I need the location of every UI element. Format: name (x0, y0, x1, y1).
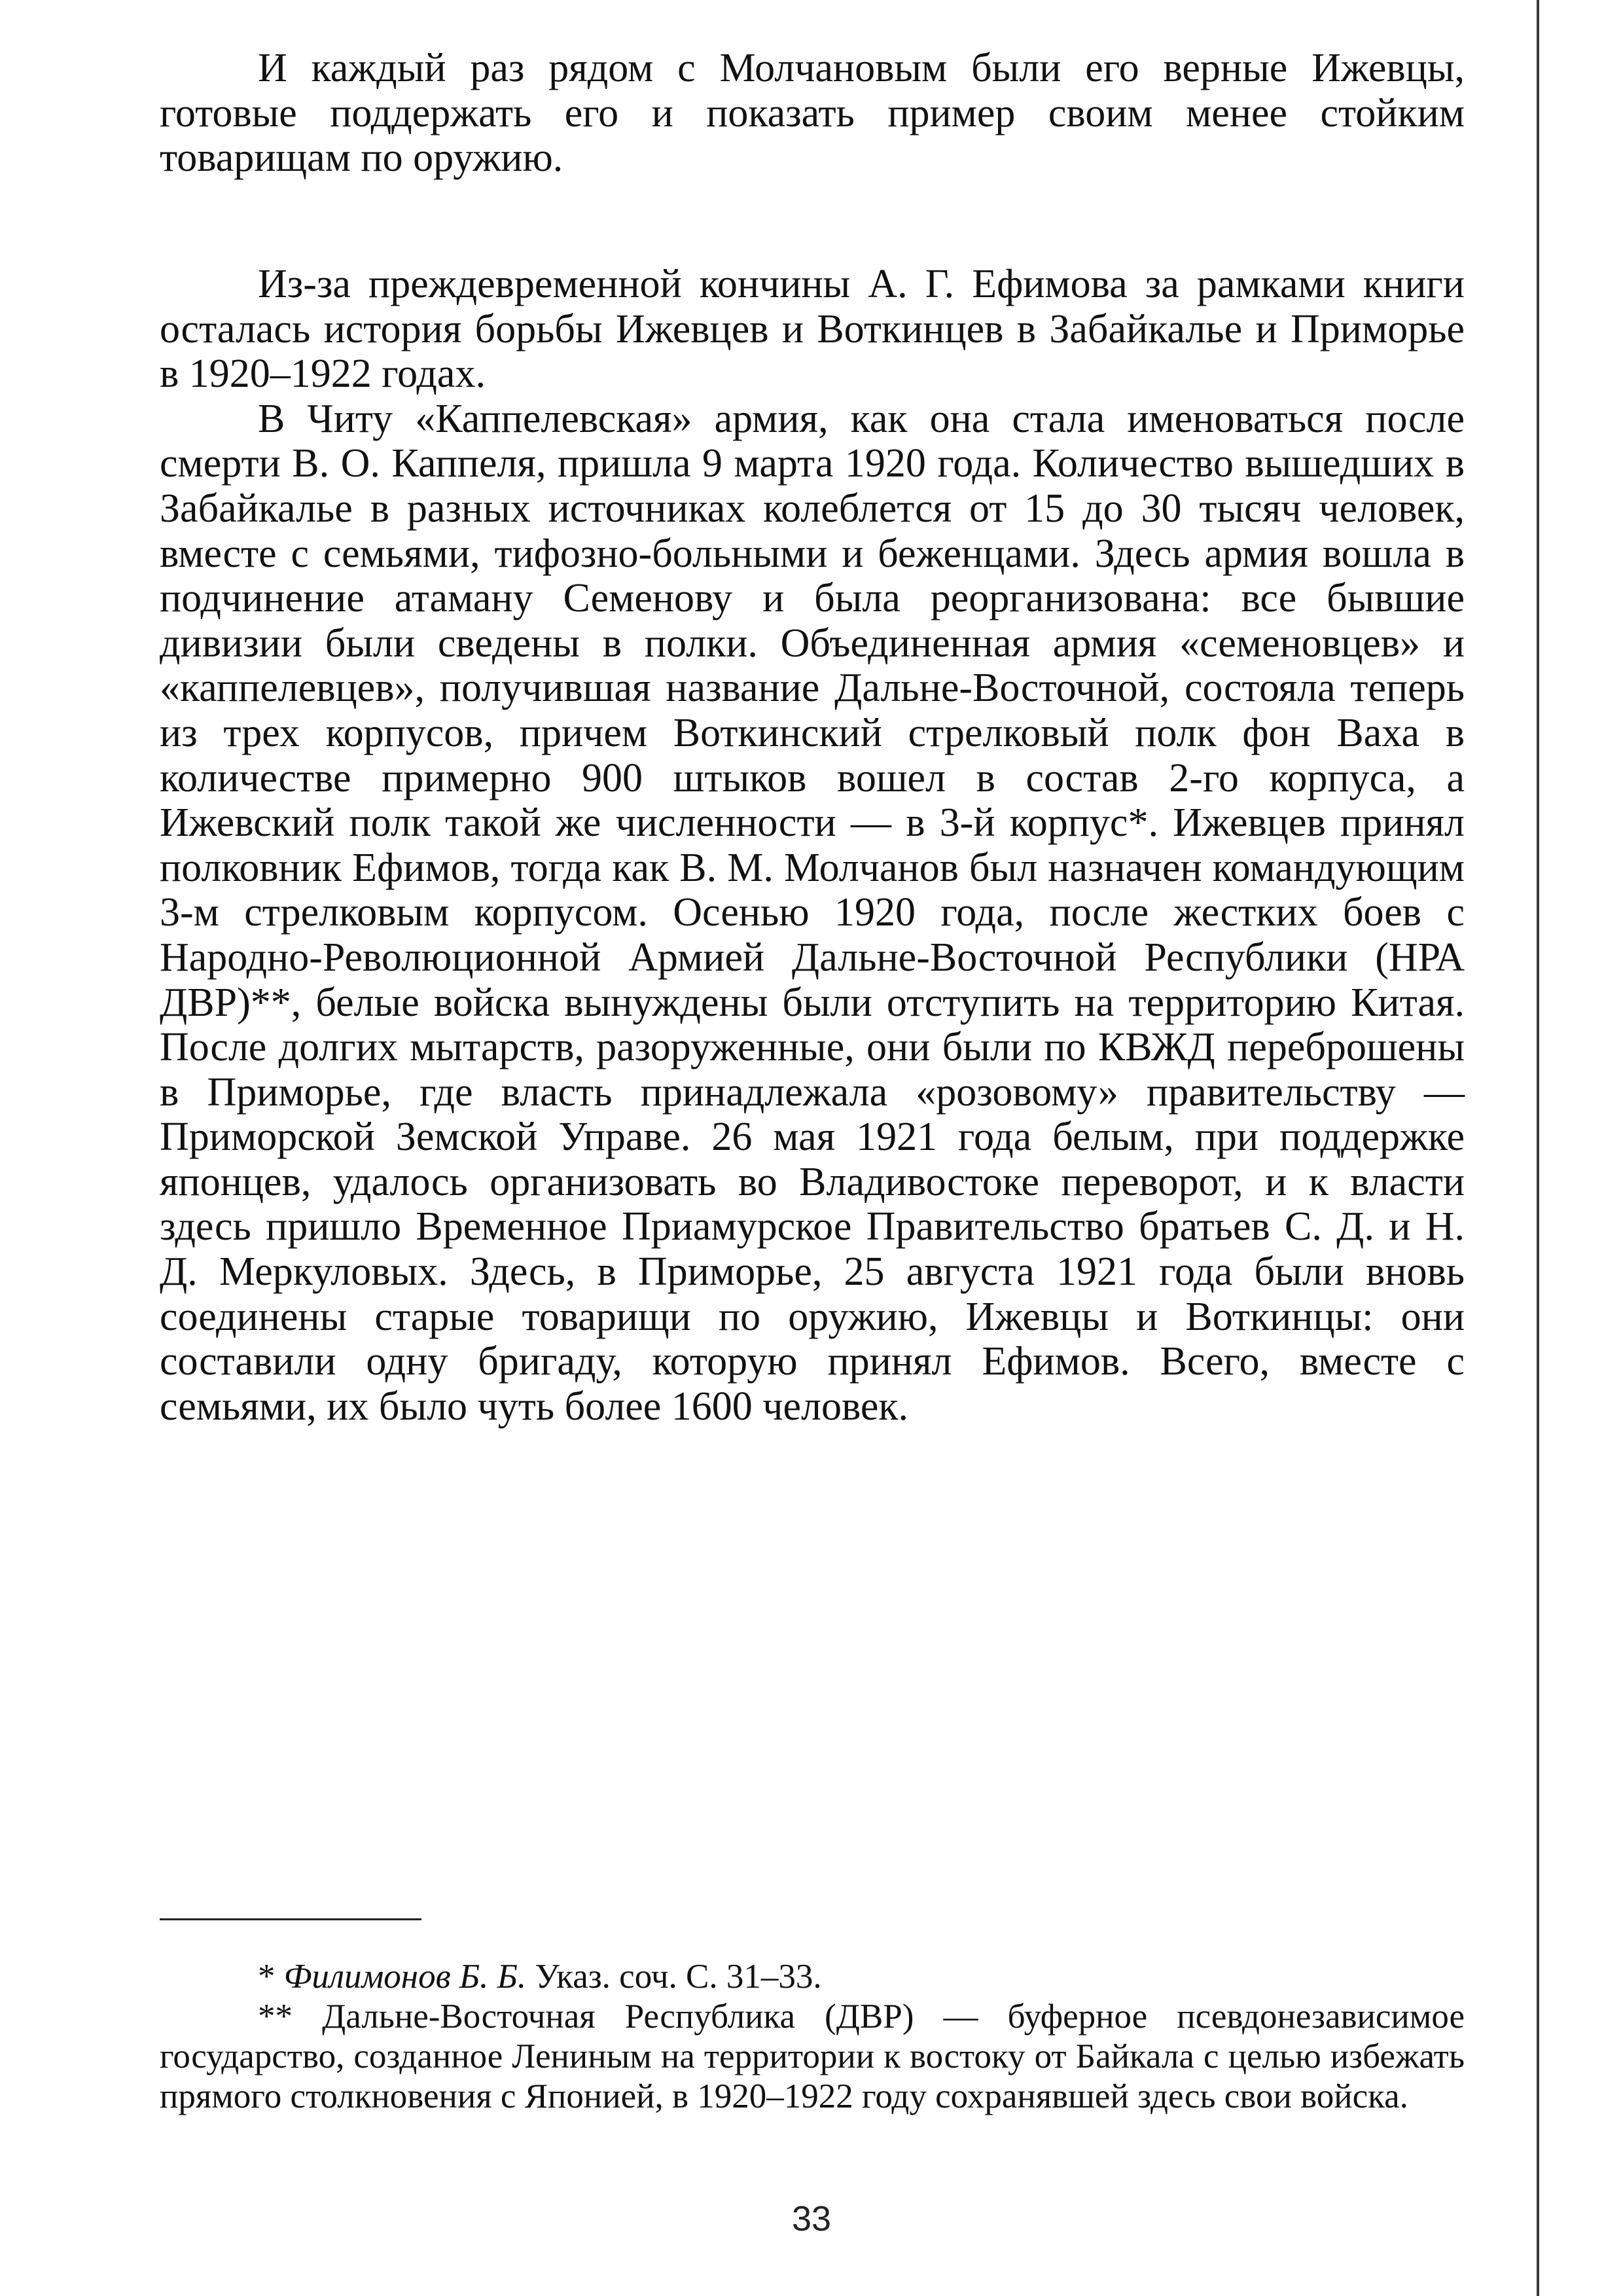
body-text-main (160, 262, 1465, 1429)
body-text-top (160, 46, 1465, 181)
footnote-2 (160, 1997, 1465, 2117)
footnote-1-marker: * (258, 1958, 276, 1996)
footnotes (160, 1957, 1465, 2117)
footnote-1-author: Филимонов Б. Б. (283, 1958, 527, 1996)
footnote-1 (160, 1957, 1465, 1997)
page-edge-rule (1537, 0, 1539, 2296)
paragraph-1: И каждый раз рядом с Молчановым были его верные Ижевцы, готовые поддержать его и показать пример своим менее стойким товарищам по оружию. (160, 46, 1465, 181)
footnote-1-text: Указ. соч. С. 31–33. (535, 1958, 822, 1996)
page-number: 33 (791, 2199, 832, 2238)
paragraph-2: Из-за преждевременной кончины А. Г. Ефимова за рамками книги осталась история борьбы Ижевцев и Воткинцев в Забайкалье и Приморье в 1920–1922 годах. (160, 262, 1465, 397)
footnote-2-text: Дальне-Восточная Республика (ДВР) — буферное псевдонезависимое государство, созданное Лениным на территории к востоку от Байкала с целью избежать прямого столкновения с Японией, в 1920–1922 году сохранявшей здесь свои войска. (160, 1998, 1465, 2115)
footnote-separator (160, 1918, 421, 1920)
footnote-2-marker: ** (258, 1998, 293, 2036)
paragraph-3: В Читу «Каппелевская» армия, как она стала именоваться после смерти В. О. Каппеля, пришла 9 марта 1920 года. Количество вышедших в Забайкалье в разных источниках колеблется от 15 до 30 тысяч человек, вместе с семьями, тифозно-больными и беженцами. Здесь армия вошла в подчинение атаману Семенову и была реорганизована: все бывшие дивизии были сведены в полки. Объединенная армия «семеновцев» и «каппелевцев», получившая название Дальне-Восточной, состояла теперь из трех корпусов, причем Воткинский стрелковый полк фон Ваха в количестве примерно 900 штыков вошел в состав 2-го корпуса, а Ижевский полк такой же численности — в 3-й корпус*. Ижевцев принял полковник Ефимов, тогда как В. М. Молчанов был назначен командующим 3-м стрелковым корпусом. Осенью 1920 года, после жестких боев с Народно-Революционной Армией Дальне-Восточной Республики (НРА ДВР)**, белые войска вынуждены были отступить на территорию Китая. После долгих мытарств, разоруженные, они были по КВЖД переброшены в Приморье, где власть принадлежала «розовому» правительству — Приморской Земской Управе. 26 мая 1921 года белым, при поддержке японцев, удалось организовать во Владивостоке переворот, и к власти здесь пришло Временное Приамурское Правительство братьев С. Д. и Н. Д. Меркуловых. Здесь, в Приморье, 25 августа 1921 года были вновь соединены старые товарищи по оружию, Ижевцы и Воткинцы: они составили одну бригаду, которую принял Ефимов. Всего, вместе с семьями, их было чуть более 1600 человек. (160, 396, 1465, 1429)
